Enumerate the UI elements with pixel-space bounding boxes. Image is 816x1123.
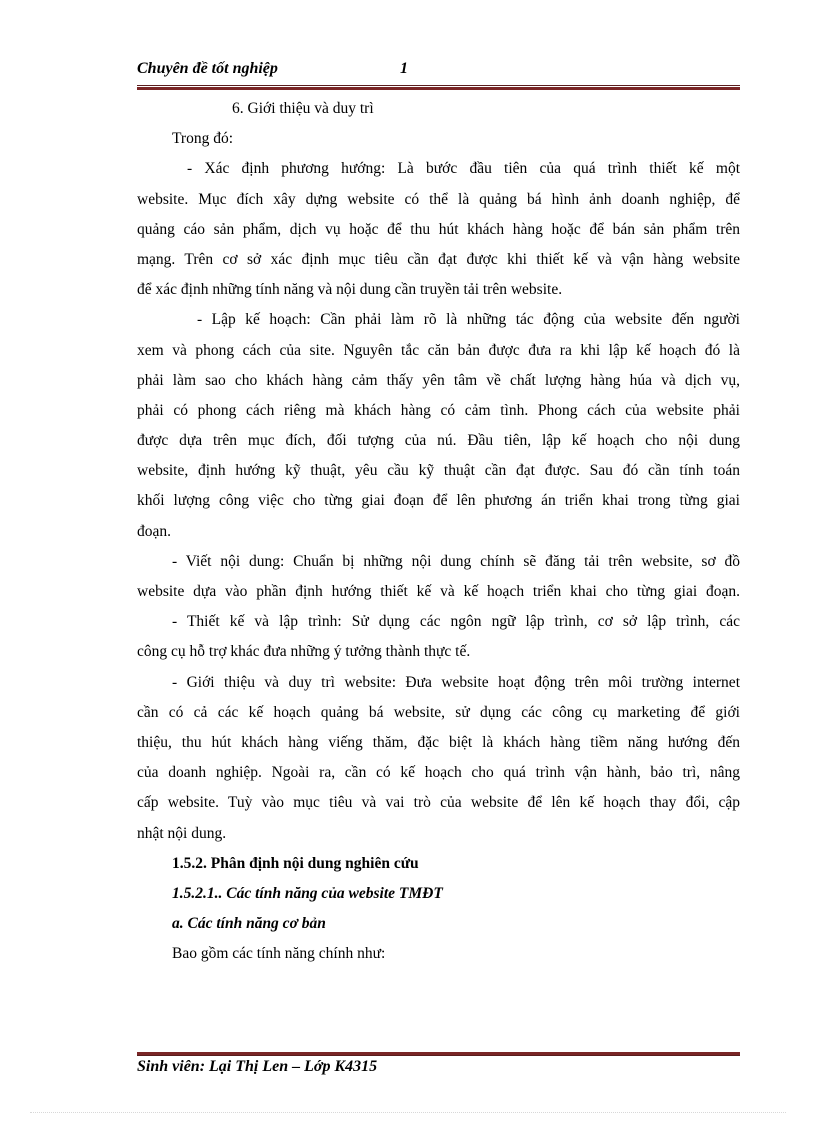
paragraph-line: - Giới thiệu và duy trì website: Đưa website hoạt động trên môi trường internet <box>172 673 740 691</box>
paragraph-line: website dựa vào phần định hướng thiết kế và kế hoạch triển khai cho từng giai đoạn. <box>137 583 740 600</box>
paragraph-lead: Trong đó: <box>172 130 234 148</box>
page-header <box>137 60 740 82</box>
header-rule <box>137 85 740 90</box>
paragraph-line: của doanh nghiệp. Ngoài ra, cần có kế hoạch cho quá trình vận hành, bảo trì, nâng <box>137 764 740 782</box>
paragraph-line: - Thiết kế và lập trình: Sử dụng các ngôn ngữ lập trình, cơ sở lập trình, các <box>172 613 740 631</box>
paragraph-line: website. Mục đích xây dựng website có thể là quảng bá hình ảnh doanh nghiệp, để <box>137 190 740 208</box>
paragraph-line: - Xác định phương hướng: Là bước đầu tiên của quá trình thiết kế một <box>187 160 740 178</box>
body-text <box>137 94 740 969</box>
paragraph-line: Bao gồm các tính năng chính như: <box>172 945 386 963</box>
header-title: Chuyên đề tốt nghiệp <box>137 60 278 77</box>
paragraph-line: - Viết nội dung: Chuẩn bị những nội dung chính sẽ đăng tải trên website, sơ đồ <box>172 552 740 570</box>
paragraph-line: thiệu, thu hút khách hàng viếng thăm, đặc biệt là khách hàng tiềm năng hướng đến <box>137 733 740 751</box>
paragraph-line: - Lập kế hoạch: Cần phải làm rõ là những tác động của website đến người <box>197 311 740 329</box>
subsubsection-heading: a. Các tính năng cơ bản <box>172 915 326 933</box>
paragraph-line: mạng. Trên cơ sở xác định mục tiêu cần đạt được khi thiết kế và vận hàng website <box>137 250 740 268</box>
paragraph-line: xem và phong cách của site. Nguyên tắc căn bản được đưa ra khi lập kế hoạch đó là <box>137 341 740 359</box>
paragraph-line: đoạn. <box>137 522 172 540</box>
header-page-number: 1 <box>400 60 408 77</box>
paragraph-line: nhật nội dung. <box>137 824 227 842</box>
section-heading: 1.5.2. Phân định nội dung nghiên cứu <box>172 854 419 872</box>
paragraph-line: cấp website. Tuỳ vào mục tiêu và vai trò của website để lên kế hoạch thay đổi, cập <box>137 794 740 812</box>
subsection-heading: 1.5.2.1.. Các tính năng của website TMĐT <box>172 884 443 902</box>
paragraph-line: phải có phong cách riêng mà khách hàng có cảm tình. Phong cách của website phải <box>137 401 740 419</box>
list-item-intro-maintain: 6. Giới thiệu và duy trì <box>232 100 374 117</box>
paragraph-line: quảng cáo sản phẩm, dịch vụ hoặc để thu hút khách hàng hoặc để bán sản phẩm trên <box>137 220 740 238</box>
paragraph-line: cần có cả các kế hoạch quảng bá website, sử dụng các công cụ marketing để giới <box>137 703 740 721</box>
paragraph-line: khối lượng công việc cho từng giai đoạn để lên phương án triển khai trong từng giai <box>137 492 740 510</box>
page-footer: Sinh viên: Lại Thị Len – Lớp K4315 <box>137 1058 378 1075</box>
paragraph-line: phải làm sao cho khách hàng cảm thấy yên tâm về chất lượng hàng húa và dịch vụ, <box>137 371 740 389</box>
page-bottom-divider <box>30 1112 786 1113</box>
paragraph-line: công cụ hỗ trợ khác đưa những ý tưởng thành thực tế. <box>137 643 471 661</box>
paragraph-line: website, định hướng kỹ thuật, yêu cầu kỹ thuật cần đạt được. Sau đó cần tính toán <box>137 462 740 480</box>
paragraph-line: được dựa trên mục đích, đối tượng của nú. Đầu tiên, lập kế hoạch cho nội dung <box>137 432 740 450</box>
paragraph-line: để xác định những tính năng và nội dung cần truyền tải trên website. <box>137 281 563 299</box>
footer-rule <box>137 1051 740 1056</box>
